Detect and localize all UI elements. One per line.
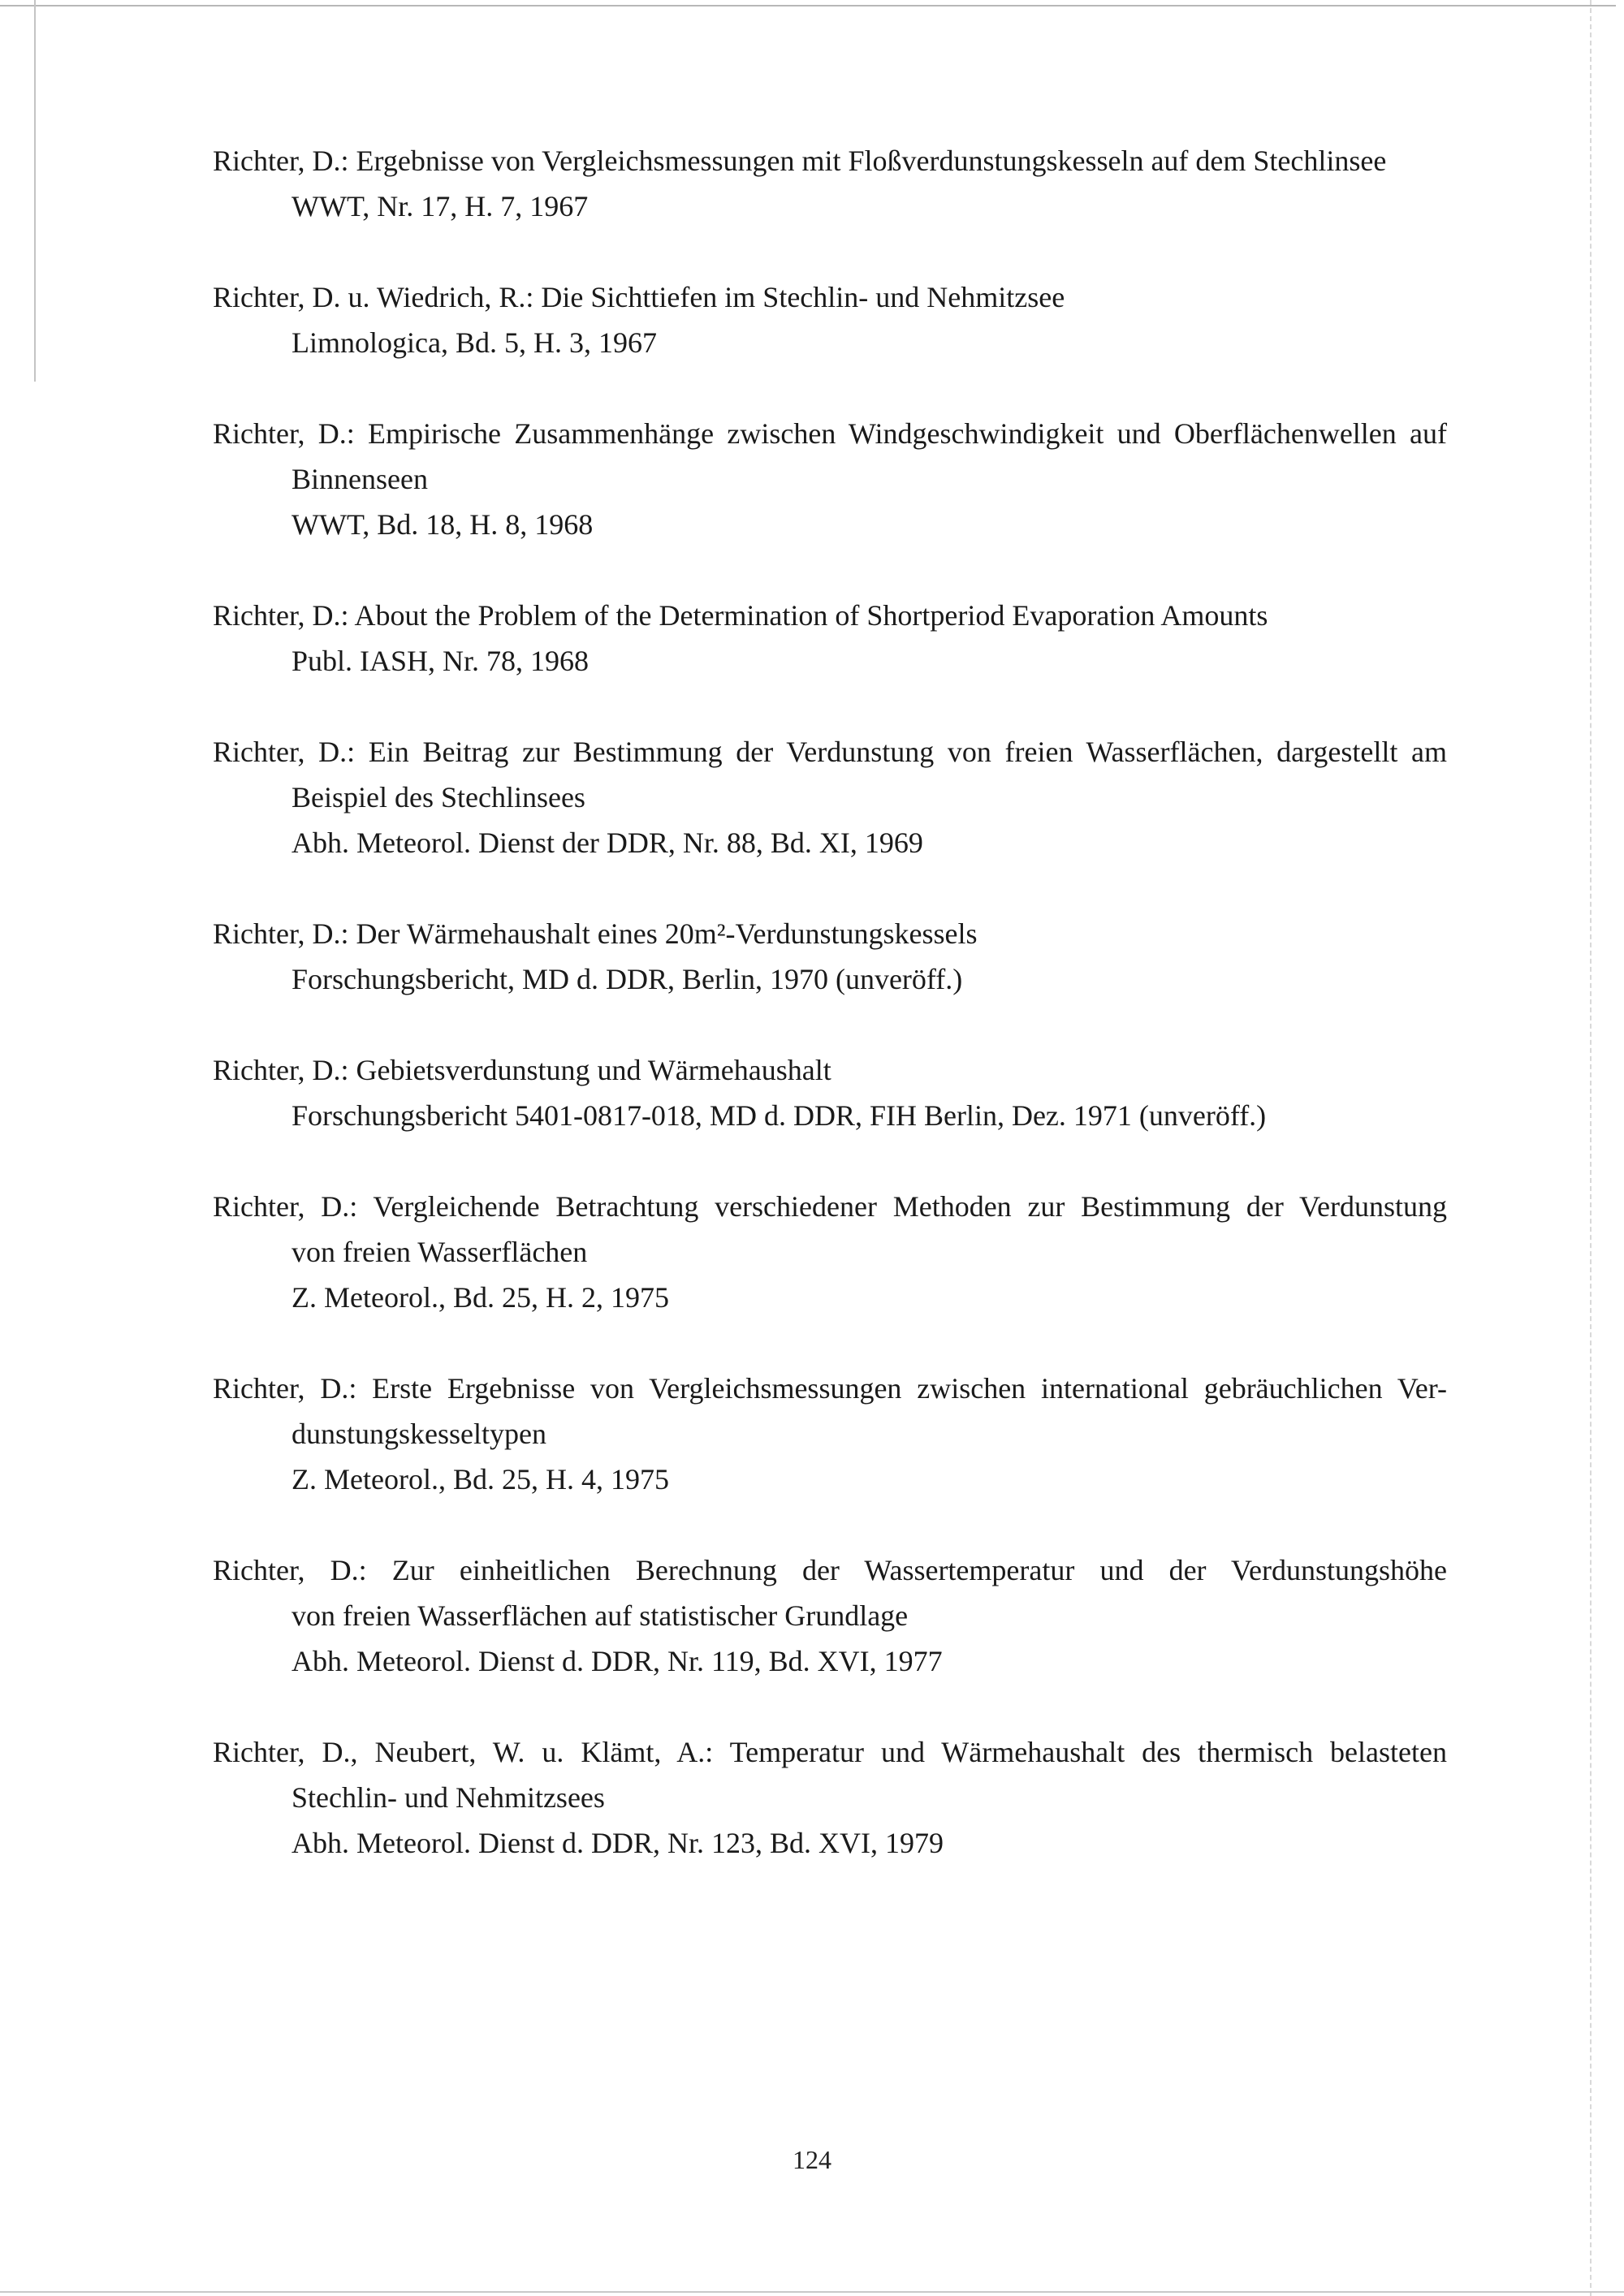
reference-title-line: Richter, D.: Empirische Zusammenhänge zwischen Windgeschwindigkeit und Oberflächenwellen auf (213, 417, 1447, 450)
reference-source: Abh. Meteorol. Dienst d. DDR, Nr. 119, Bd. XVI, 1977 (292, 1645, 943, 1677)
reference-title-line: Richter, D.: Der Wärmehaushalt eines 20m²-Verdunstungskessels (213, 917, 978, 950)
reference-entry (213, 911, 1447, 1002)
reference-entry (213, 411, 1447, 547)
reference-title-line: Richter, D., Neubert, W. u. Klämt, A.: Temperatur und Wärmehaushalt des thermisch belasteten (213, 1736, 1447, 1768)
reference-title-line: Richter, D.: About the Problem of the Determination of Shortperiod Evaporation Amounts (213, 599, 1268, 632)
reference-entry (213, 1547, 1447, 1684)
reference-title-continuation: von freien Wasserflächen (292, 1236, 588, 1268)
reference-entry (213, 1366, 1447, 1502)
reference-source: WWT, Bd. 18, H. 8, 1968 (292, 508, 594, 541)
scan-edge-top (0, 5, 1616, 6)
reference-source: Abh. Meteorol. Dienst der DDR, Nr. 88, Bd. XI, 1969 (292, 826, 923, 859)
reference-title-line: Richter, D.: Ergebnisse von Vergleichsmessungen mit Floßverdunstungskesseln auf dem Stechlinsee (213, 145, 1387, 177)
scan-edge-right (1590, 0, 1592, 2296)
page-number: 124 (793, 2145, 831, 2174)
reference-title-continuation: von freien Wasserflächen auf statistischer Grundlage (292, 1599, 909, 1632)
reference-title-continuation: Stechlin- und Nehmitzsees (292, 1781, 605, 1814)
scan-edge-bottom (0, 2291, 1624, 2293)
reference-source: Forschungsbericht, MD d. DDR, Berlin, 1970 (unveröff.) (292, 963, 963, 995)
reference-source: Forschungsbericht 5401-0817-018, MD d. DDR, FIH Berlin, Dez. 1971 (unveröff.) (292, 1099, 1267, 1132)
reference-title-line: Richter, D.: Gebietsverdunstung und Wärmehaushalt (213, 1054, 831, 1086)
reference-title-line: Richter, D.: Erste Ergebnisse von Vergleichsmessungen zwischen international gebräuchlichen Ver- (213, 1372, 1447, 1405)
reference-title-line: Richter, D.: Zur einheitlichen Berechnung der Wassertemperatur und der Verdunstungshöhe (213, 1554, 1447, 1586)
reference-entry (213, 274, 1447, 365)
reference-title-continuation: Binnenseen (292, 463, 428, 495)
reference-source: WWT, Nr. 17, H. 7, 1967 (292, 190, 589, 222)
reference-entry (213, 1047, 1447, 1138)
reference-source: Publ. IASH, Nr. 78, 1968 (292, 645, 590, 677)
reference-source: Abh. Meteorol. Dienst d. DDR, Nr. 123, Bd. XVI, 1979 (292, 1827, 944, 1859)
reference-entry (213, 138, 1447, 229)
reference-title-line: Richter, D.: Ein Beitrag zur Bestimmung der Verdunstung von freien Wasserflächen, dargestellt am (213, 736, 1447, 768)
reference-title-continuation: dunstungskesseltypen (292, 1418, 546, 1450)
reference-title-continuation: Beispiel des Stechlinsees (292, 781, 585, 814)
reference-title-line: Richter, D.: Vergleichende Betrachtung verschiedener Methoden zur Bestimmung der Verdunstung (213, 1190, 1447, 1223)
reference-list (213, 138, 1447, 1911)
reference-entry (213, 1184, 1447, 1320)
reference-title-line: Richter, D. u. Wiedrich, R.: Die Sichttiefen im Stechlin- und Nehmitzsee (213, 281, 1065, 313)
reference-source: Z. Meteorol., Bd. 25, H. 4, 1975 (292, 1463, 669, 1495)
reference-source: Z. Meteorol., Bd. 25, H. 2, 1975 (292, 1281, 669, 1314)
reference-entry (213, 1729, 1447, 1866)
reference-entry (213, 729, 1447, 865)
reference-source: Limnologica, Bd. 5, H. 3, 1967 (292, 326, 657, 359)
scan-edge-left (34, 0, 36, 382)
reference-entry (213, 593, 1447, 684)
